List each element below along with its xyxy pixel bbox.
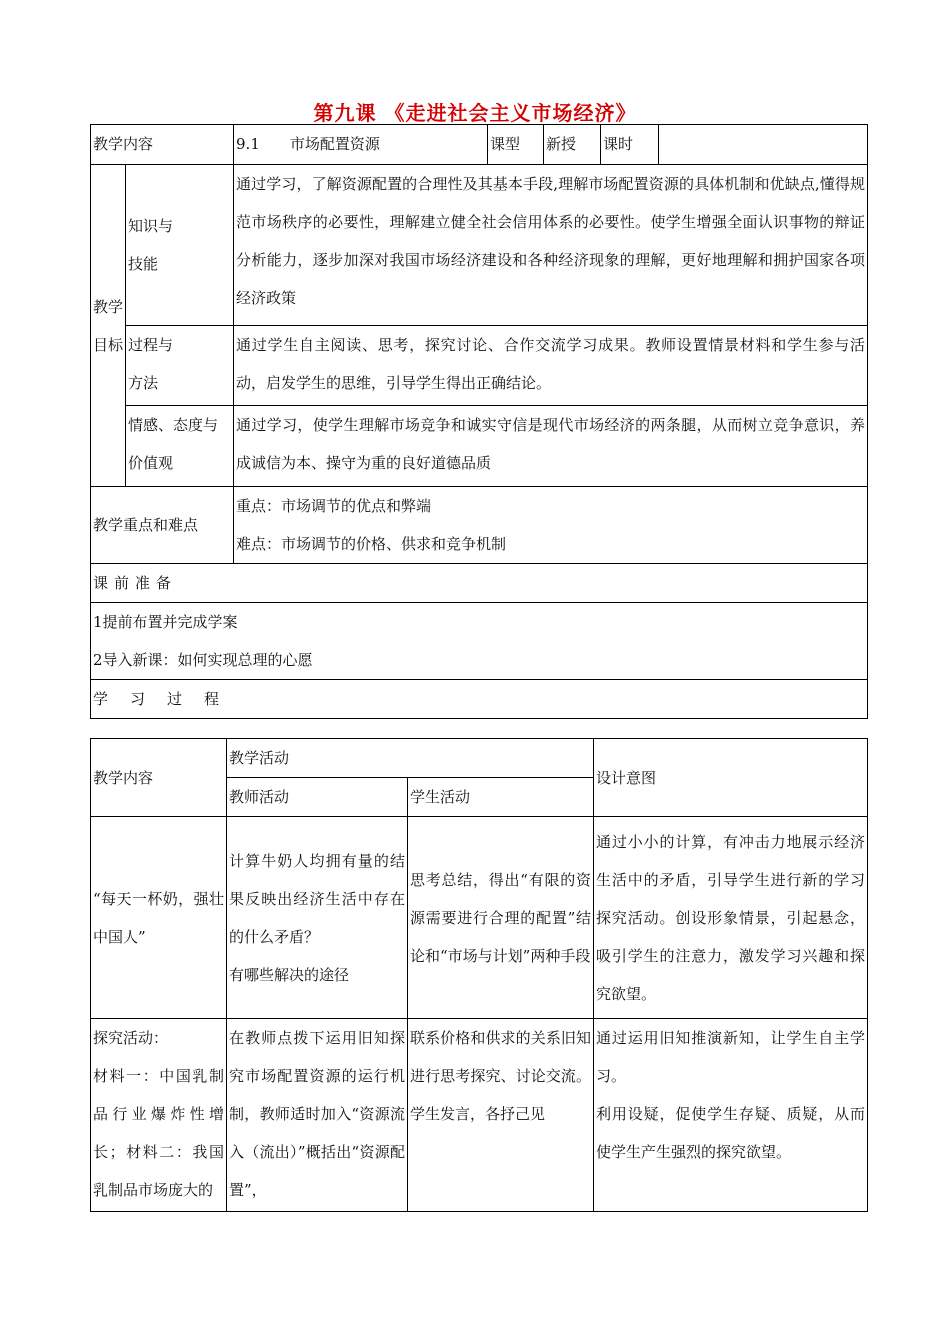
head-design: 设计意图 (594, 739, 868, 817)
row1-teacher (227, 817, 408, 1019)
head-content: 教学内容 (91, 739, 227, 817)
objectives-label (91, 165, 126, 487)
preparation-label: 课前准备 (91, 564, 868, 603)
row2-design-part2: 利用设疑，促使学生存疑、质疑，从而使学生产生强烈的探究欲望。 (596, 1105, 866, 1161)
head-student: 学生活动 (408, 778, 594, 817)
preparation-item-2: 2导入新课：如何实现总理的心愿 (93, 651, 313, 669)
knowledge-label (126, 165, 234, 326)
preparation-items (91, 603, 868, 680)
objectives-label-line2: 目标 (93, 335, 124, 354)
process-label-line2: 方法 (128, 374, 159, 392)
row2-design-part1: 通过运用旧知推演新知，让学生自主学习。 (596, 1029, 866, 1085)
row2-content-part2: 材料一：中国乳制品行业爆炸性增长；材料二：我国乳制品市场庞大的 (93, 1067, 224, 1199)
table-row (91, 1019, 868, 1212)
key-points-label: 教学重点和难点 (91, 487, 234, 564)
process-section-label: 学习过程 (91, 680, 868, 719)
page-title: 第九课 《走进社会主义市场经济》 (313, 101, 637, 125)
objectives-label-line1: 教学 (93, 297, 124, 316)
hours-label: 课时 (601, 125, 659, 165)
difficult-point: 难点：市场调节的价格、供求和竞争机制 (236, 535, 507, 553)
content-label: 教学内容 (91, 125, 234, 165)
row2-content-part1: 探究活动： (93, 1029, 169, 1047)
head-activity: 教学活动 (227, 739, 594, 778)
type-value: 新授 (544, 125, 601, 165)
process-label (126, 326, 234, 406)
key-points-text (234, 487, 868, 564)
head-teacher: 教师活动 (227, 778, 408, 817)
type-label: 课型 (488, 125, 544, 165)
emotion-label (126, 406, 234, 487)
emotion-label-line2: 价值观 (128, 454, 174, 472)
preparation-item-1: 1提前布置并完成学案 (93, 613, 238, 631)
key-point: 重点：市场调节的优点和弊端 (236, 497, 432, 515)
activity-table (90, 738, 868, 1212)
row2-content (91, 1019, 227, 1212)
knowledge-label-line2: 技能 (128, 255, 159, 273)
process-text: 通过学生自主阅读、思考，探究讨论、合作交流学习成果。教师设置情景材料和学生参与活动，启发学生的思维，引导学生得出正确结论。 (234, 326, 868, 406)
knowledge-text: 通过学习，了解资源配置的合理性及其基本手段,理解市场配置资源的具体机制和优缺点,懂得规范市场秩序的必要性，理解建立健全社会信用体系的必要性。使学生增强全面认识事物的辩证分析能力，逐步加深对我国市场经济建设和各种经济现象的理解，更好地理解和拥护国家各项经济政策 (234, 165, 868, 326)
row1-student: 思考总结，得出“有限的资源需要进行合理的配置”结论和“市场与计划”两种手段 (408, 817, 594, 1019)
emotion-label-line1: 情感、态度与 (128, 416, 219, 434)
row1-teacher-part2: 有哪些解决的途径 (229, 965, 350, 984)
emotion-text: 通过学习，使学生理解市场竞争和诚实守信是现代市场经济的两条腿，从而树立竞争意识，养成诚信为本、操守为重的良好道德品质 (234, 406, 868, 487)
lesson-plan-table (90, 124, 868, 719)
row1-teacher-part1: 计算牛奶人均拥有量的结果反映出经济生活中存在的什么矛盾？ (229, 851, 405, 946)
table-row (91, 817, 868, 1019)
row2-student: 联系价格和供求的关系旧知进行思考探究、讨论交流。学生发言，各抒己见 (408, 1019, 594, 1212)
row2-design (594, 1019, 868, 1212)
process-label-line1: 过程与 (128, 336, 174, 354)
row1-design: 通过小小的计算，有冲击力地展示经济生活中的矛盾，引导学生进行新的学习探究活动。创设形象情景，引起悬念，吸引学生的注意力，激发学习兴趣和探究欲望。 (594, 817, 868, 1019)
hours-value (659, 125, 868, 165)
knowledge-label-line1: 知识与 (128, 217, 174, 235)
row1-content: “每天一杯奶，强壮中国人” (91, 817, 227, 1019)
content-value: 9.1 市场配置资源 (234, 125, 488, 165)
row2-teacher: 在教师点拨下运用旧知探究市场配置资源的运行机制，教师适时加入“资源流入（流出）”概括出“资源配置”， (227, 1019, 408, 1212)
